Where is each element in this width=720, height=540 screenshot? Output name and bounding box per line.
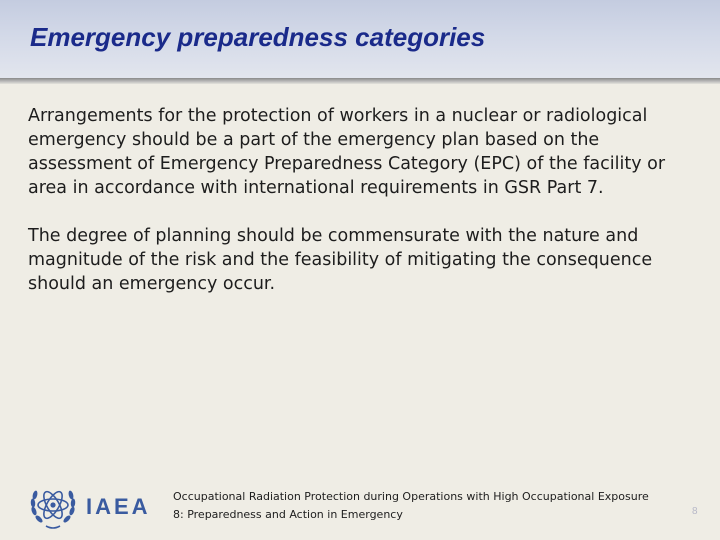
page-number: 8	[692, 506, 698, 517]
footer-caption-line-2: 8: Preparedness and Action in Emergency	[173, 508, 403, 521]
slide-title: Emergency preparedness categories	[30, 22, 486, 52]
slide-body	[28, 104, 698, 320]
iaea-wordmark: IAEA	[86, 494, 151, 519]
iaea-emblem-icon	[28, 481, 158, 531]
body-paragraph-2: The degree of planning should be commensurate with the nature and magnitude of the risk and the feasibility of mitigating the consequence should an emergency occur.	[28, 226, 653, 294]
footer-caption	[173, 488, 653, 524]
footer-caption-line-1: Occupational Radiation Protection during Operations with High Occupational Exposure	[173, 490, 649, 503]
iaea-logo	[28, 481, 158, 531]
body-paragraph-1: Arrangements for the protection of workers in a nuclear or radiological emergency should be a part of the emergency plan based on the assessment of Emergency Preparedness Category (EPC) of the facility or area in accordance with international requirements in GSR Part 7.	[28, 106, 666, 198]
header-divider	[0, 78, 720, 84]
